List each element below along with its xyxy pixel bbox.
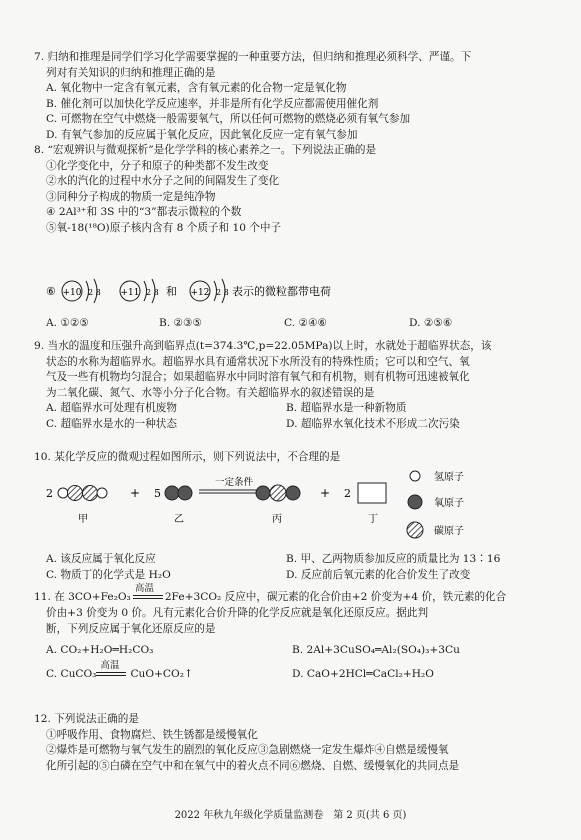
- q11-condition-label: 高温: [134, 583, 154, 594]
- question-7: [34, 50, 556, 143]
- q11-option-a: A. CO₂+H₂O═H₂CO₃: [46, 644, 154, 656]
- molecule-yi: [165, 486, 192, 500]
- q10-option-d: D. 反应前后氧元素的化合价发生了改变: [286, 568, 471, 581]
- coef-jia: 2: [46, 487, 53, 500]
- question-9: [34, 339, 556, 432]
- q7-option-c: C. 可燃物在空气中燃烧一般需要氧气，所以任何可燃物的燃烧必须有氧气参加: [46, 113, 411, 125]
- legend-carbon-label: 碳原子: [434, 526, 464, 537]
- q9-line4: 为二氧化碳、氮气、水等小分子化合物。有关超临界水的叙述错误的是: [46, 386, 375, 399]
- question-11: [34, 583, 556, 682]
- q11-line2: 价由+3 价变为 0 价。凡有元素化合价升降的化学反应就是氧化还原反应。据此判: [46, 607, 429, 619]
- coef-ding: 2: [344, 487, 351, 500]
- ion-structure-1: [62, 279, 101, 303]
- q8-s6-and: 和: [166, 285, 177, 298]
- ion1-shell-electrons: 2 8: [88, 288, 101, 297]
- question-12: [34, 712, 556, 774]
- q7-option-b: B. 催化剂可以加快化学反应速率，并非是所有化学反应都需使用催化剂: [46, 97, 379, 110]
- label-bing: 丙: [272, 514, 282, 525]
- q11-line1: [34, 583, 556, 606]
- q12-stem: 12. 下列说法正确的是: [34, 713, 139, 725]
- q11-option-d: D. CaO+2HCl═CaCl₂+H₂O: [292, 667, 434, 680]
- q8-statement-6-diagram: [34, 272, 334, 312]
- q11-c-condition-label: 高温: [100, 659, 120, 671]
- question-10: [34, 450, 556, 466]
- molecule-jia: [58, 486, 107, 501]
- ion1-nucleus-label: +10: [62, 288, 82, 298]
- label-yi: 乙: [174, 514, 184, 525]
- ion2-nucleus-label: +11: [120, 288, 140, 298]
- q11-condition-arrow: [131, 583, 165, 606]
- q11-option-b: B. 2Al+3CuSO₄═Al₂(SO₄)₃+3Cu: [292, 644, 460, 656]
- q9-option-a: A. 超临界水可处理有机废物: [46, 402, 177, 414]
- ion-structure-2: [120, 279, 159, 303]
- q9-option-d: D. 超临界水氧化技术不形成二次污染: [286, 417, 460, 430]
- legend-carbon-icon: [407, 522, 423, 538]
- legend-hydrogen-icon: [410, 471, 420, 481]
- q10-stem: 10. 某化学反应的微观过程如图所示，则下列说法中，不合理的是: [34, 451, 341, 463]
- reaction-condition: 一定条件: [214, 477, 254, 488]
- q12-line3: 化所引起的⑤白磷在空气中和在氧气中的着火点不同⑥燃烧、自燃、缓慢氧化的共同点是: [46, 759, 460, 772]
- label-jia: 甲: [78, 514, 88, 525]
- q8-statement-5: ⑤氧-18(¹⁸O)原子核内含有 8 个质子和 10 个中子: [46, 221, 282, 234]
- q8-statement-4: ④ 2Al³⁺和 3S 中的“3”都表示微粒的个数: [46, 206, 242, 218]
- q11-line1-b: 2Fe+3CO₂ 反应中，碳元素的化合价由+2 价变为+4 价，铁元素的化合: [164, 591, 507, 603]
- q11-option-c: [34, 659, 292, 683]
- q8-statement-2: ②水的汽化的过程中水分子之间的间隔发生了变化: [46, 175, 280, 187]
- q11-c-condition-arrow: [96, 659, 130, 683]
- q8-option-d: D. ②⑤⑥: [409, 317, 453, 329]
- q9-option-b: B. 超临界水是一种新物质: [286, 402, 407, 414]
- coef-yi: 5: [154, 487, 161, 500]
- q8-s6-prefix: ⑥: [46, 285, 56, 298]
- q7-stem-line2: 列对有关知识的归纳和推理正确的是: [46, 66, 216, 79]
- page-footer: 2022 年秋九年级化学质量监测卷 第 2 页(共 6 页): [174, 810, 407, 821]
- q7-option-a: A. 氧化物中一定含有氧元素，含有氧元素的化合物一定是氧化物: [46, 82, 347, 94]
- q10-options: [34, 552, 556, 583]
- q10-option-c: C. 物质丁的化学式是 H₂O: [46, 568, 171, 581]
- reaction-diagram: [34, 466, 556, 548]
- label-ding: 丁: [368, 514, 378, 525]
- q12-line1: ①呼吸作用、食物腐烂、铁生锈都是缓慢氧化: [46, 728, 258, 741]
- q8-option-b: B. ②③⑤: [159, 317, 203, 329]
- q11-option-c-products: CuO+CO₂↑: [130, 667, 193, 680]
- plus-1: +: [130, 486, 141, 500]
- q7-option-d: D. 有氧气参加的反应属于氧化反应，因此氧化反应一定有氧气参加: [46, 128, 358, 141]
- q9-line1: 9. 当水的温度和压强升高到临界点(t=374.3℃,p=22.05MPa)以上时，水就处于超临界状态，该: [34, 340, 492, 352]
- ion3-shell-electrons: 2 8: [216, 288, 229, 297]
- q10-option-a: A. 该反应属于氧化反应: [46, 553, 156, 565]
- q8-options: [34, 316, 556, 332]
- legend: [407, 470, 464, 538]
- q11-line3: 断，下列反应属于氧化还原反应的是: [46, 622, 216, 635]
- molecule-ding-box: [358, 483, 386, 503]
- q8-statement-3: ③同种分子构成的物质一定是纯净物: [46, 190, 216, 203]
- legend-oxygen-icon: [408, 495, 422, 509]
- q12-line2: ②爆炸是可燃物与氧气发生的剧烈的氧化反应③急剧燃烧一定发生爆炸④自燃是缓慢氧: [46, 744, 449, 756]
- q8-statement-1: ①化学变化中，分子和原子的种类都不发生改变: [46, 159, 269, 172]
- q11-line1-a: 11. 在 3CO+Fe₂O₃: [34, 591, 131, 603]
- legend-hydrogen-label: 氢原子: [434, 472, 464, 483]
- q8-stem: 8. “宏观辨识与微观探析”是化学学科的核心素养之一。下列说法正确的是: [34, 144, 377, 156]
- ion-structure-3: [190, 279, 229, 303]
- question-8: [34, 143, 556, 236]
- q8-option-a: A. ①②⑤: [46, 317, 89, 329]
- q9-line2: 状态的水称为超临界水。超临界水具有通常状况下水所没有的特殊性质；它可以和空气、氧: [46, 355, 470, 368]
- q8-s6-suffix: 表示的微粒都带电荷: [232, 285, 331, 298]
- plus-2: +: [320, 486, 331, 500]
- q9-line3: 气及一些有机物均匀混合；如果超临界水中同时溶有氧气和有机物，则有机物可迅速被氧化: [46, 371, 470, 383]
- ion2-shell-electrons: 2 8: [146, 288, 159, 297]
- q9-option-c: C. 超临界水是水的一种状态: [46, 417, 177, 430]
- ion3-nucleus-label: +12: [190, 288, 210, 298]
- q8-option-c: C. ②④⑥: [284, 317, 327, 329]
- q7-stem-line1: 7. 归纳和推理是同学们学习化学需要掌握的一种重要方法，但归纳和推理必须科学、严谨。下: [34, 51, 472, 63]
- legend-oxygen-label: 氧原子: [434, 498, 464, 509]
- q10-option-b: B. 甲、乙两物质参加反应的质量比为 13∶16: [286, 553, 501, 565]
- q11-option-c-reactant: C. CuCO₃: [46, 667, 97, 680]
- molecule-bing: [256, 485, 300, 501]
